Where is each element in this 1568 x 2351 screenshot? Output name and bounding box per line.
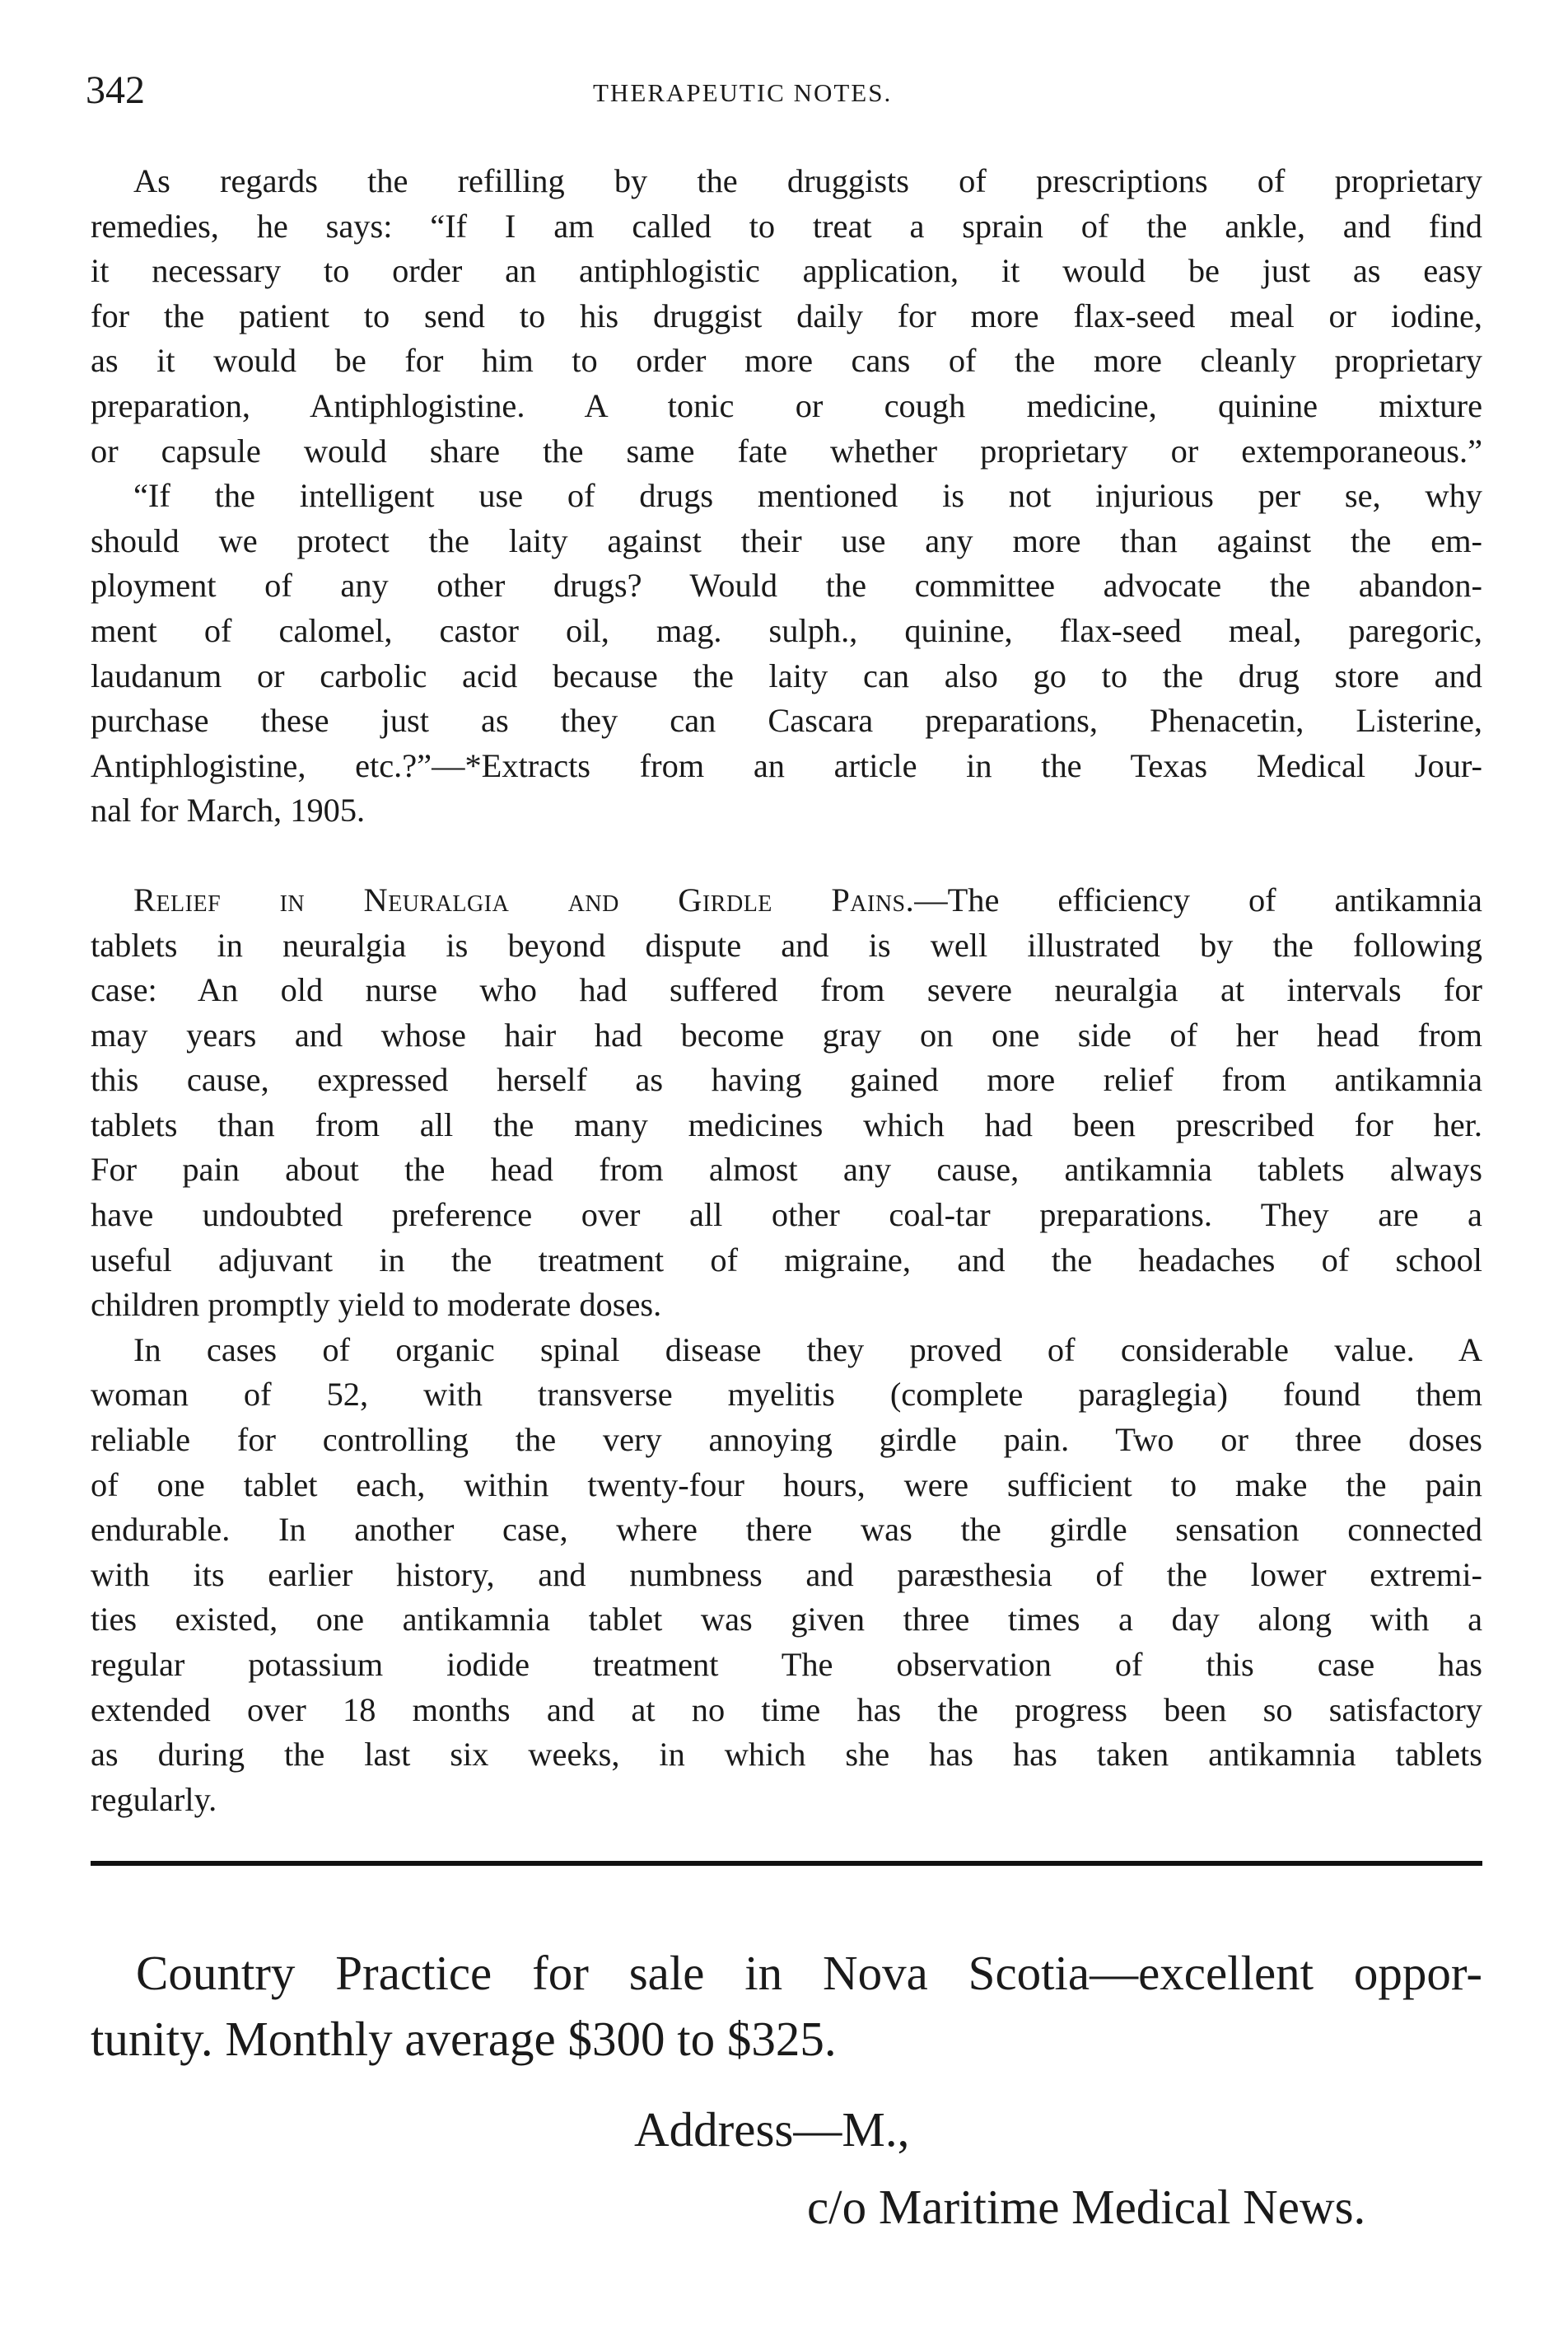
text-line: For pain about the head from almost any cause, antikamnia tablets always xyxy=(91,1151,1482,1189)
text-line: In cases of organic spinal disease they proved of considerable value. A xyxy=(133,1330,1482,1368)
text-line: As regards the refilling by the druggists of prescriptions of proprietary xyxy=(133,162,1482,199)
paragraph-gap xyxy=(91,834,1482,878)
text-line: with its earlier history, and numbness and paræsthesia of the lower extremi- xyxy=(91,1555,1482,1593)
text-run: —The efficiency of antikamnia xyxy=(914,881,1482,918)
text-line: should we protect the laity against their use any more than against the em- xyxy=(91,521,1482,559)
text-line: reliable for controlling the very annoying girdle pain. Two or three doses xyxy=(91,1421,1482,1459)
text-line: may years and whose hair had become gray on one side of her head from xyxy=(91,1016,1482,1054)
article-relief-in-neuralgia xyxy=(91,878,1482,1822)
running-head xyxy=(82,66,1482,115)
text-line: Antiphlogistine, etc.?”—*Extracts from an article in the Texas Medical Jour- xyxy=(91,746,1482,784)
advert-care-of: c/o Maritime Medical News. xyxy=(807,2180,1366,2234)
text-line: for the patient to send to his druggist daily for more flax-seed meal or iodine, xyxy=(91,297,1482,334)
text-line: endurable. In another case, where there was the girdle sensation connected xyxy=(91,1511,1482,1549)
text-line: purchase these just as they can Cascara preparations, Phenacetin, Listerine, xyxy=(91,702,1482,740)
page-number: 342 xyxy=(86,68,145,112)
text-line: as during the last six weeks, in which she has has taken antikamnia tablets xyxy=(91,1736,1482,1774)
text-line: laudanum or carbolic acid because the laity can also go to the drug store and xyxy=(91,657,1482,694)
text-line: have undoubted preference over all other coal-tar preparations. They are a xyxy=(91,1196,1482,1234)
text-line: it necessary to order an antiphlogistic application, it would be just as easy xyxy=(91,252,1482,290)
text-line: nal for March, 1905. xyxy=(91,792,366,830)
text-line: “If the intelligent use of drugs mentioned is not injurious per se, why xyxy=(133,477,1482,515)
text-line: as it would be for him to order more cans of the more cleanly proprietary xyxy=(91,342,1482,380)
text-line: of one tablet each, within twenty-four hours, were sufficient to make the pain xyxy=(91,1465,1482,1503)
text-line: ties existed, one antikamnia tablet was given three times a day along with a xyxy=(91,1601,1482,1638)
classified-advertisement xyxy=(91,1940,1482,2240)
horizontal-rule xyxy=(91,1861,1482,1866)
text-line: tablets than from all the many medicines which had been prescribed for her. xyxy=(91,1105,1482,1143)
body-text xyxy=(91,159,1482,1822)
article-proprietary-remedies xyxy=(91,159,1482,834)
text-line xyxy=(91,878,1482,923)
text-line: regular potassium iodide treatment The observation of this case has xyxy=(91,1646,1482,1683)
advert-address: Address—M., xyxy=(634,2102,910,2157)
text-line: woman of 52, with transverse myelitis (complete paraglegia) found them xyxy=(91,1376,1482,1414)
text-line: or capsule would share the same fate whether proprietary or extemporaneous.” xyxy=(91,432,1482,470)
running-title: THERAPEUTIC NOTES. xyxy=(593,78,893,107)
text-line: remedies, he says: “If I am called to treat a sprain of the ankle, and find xyxy=(91,207,1482,245)
text-line: preparation, Antiphlogistine. A tonic or cough medicine, quinine mixture xyxy=(91,386,1482,424)
text-line: regularly. xyxy=(91,1780,217,1818)
text-line: tablets in neuralgia is beyond dispute and is well illustrated by the following xyxy=(91,926,1482,964)
text-line: case: An old nurse who had suffered from severe neuralgia at intervals for xyxy=(91,971,1482,1009)
article-heading: Relief in Neuralgia and Girdle Pains. xyxy=(133,881,915,918)
text-line: useful adjuvant in the treatment of migraine, and the headaches of school xyxy=(91,1241,1482,1278)
text-line: ment of calomel, castor oil, mag. sulph., quinine, flax-seed meal, paregoric, xyxy=(91,611,1482,649)
text-line: this cause, expressed herself as having gained more relief from antikamnia xyxy=(91,1061,1482,1099)
text-line: extended over 18 months and at no time has the progress been so satisfactory xyxy=(91,1690,1482,1728)
text-line: children promptly yield to moderate doses. xyxy=(91,1286,662,1324)
text-line: ployment of any other drugs? Would the committee advocate the abandon- xyxy=(91,567,1482,605)
advert-line: Country Practice for sale in Nova Scotia—excellent oppor- xyxy=(136,1946,1482,2000)
advert-line: tunity. Monthly average $300 to $325. xyxy=(91,2012,837,2066)
